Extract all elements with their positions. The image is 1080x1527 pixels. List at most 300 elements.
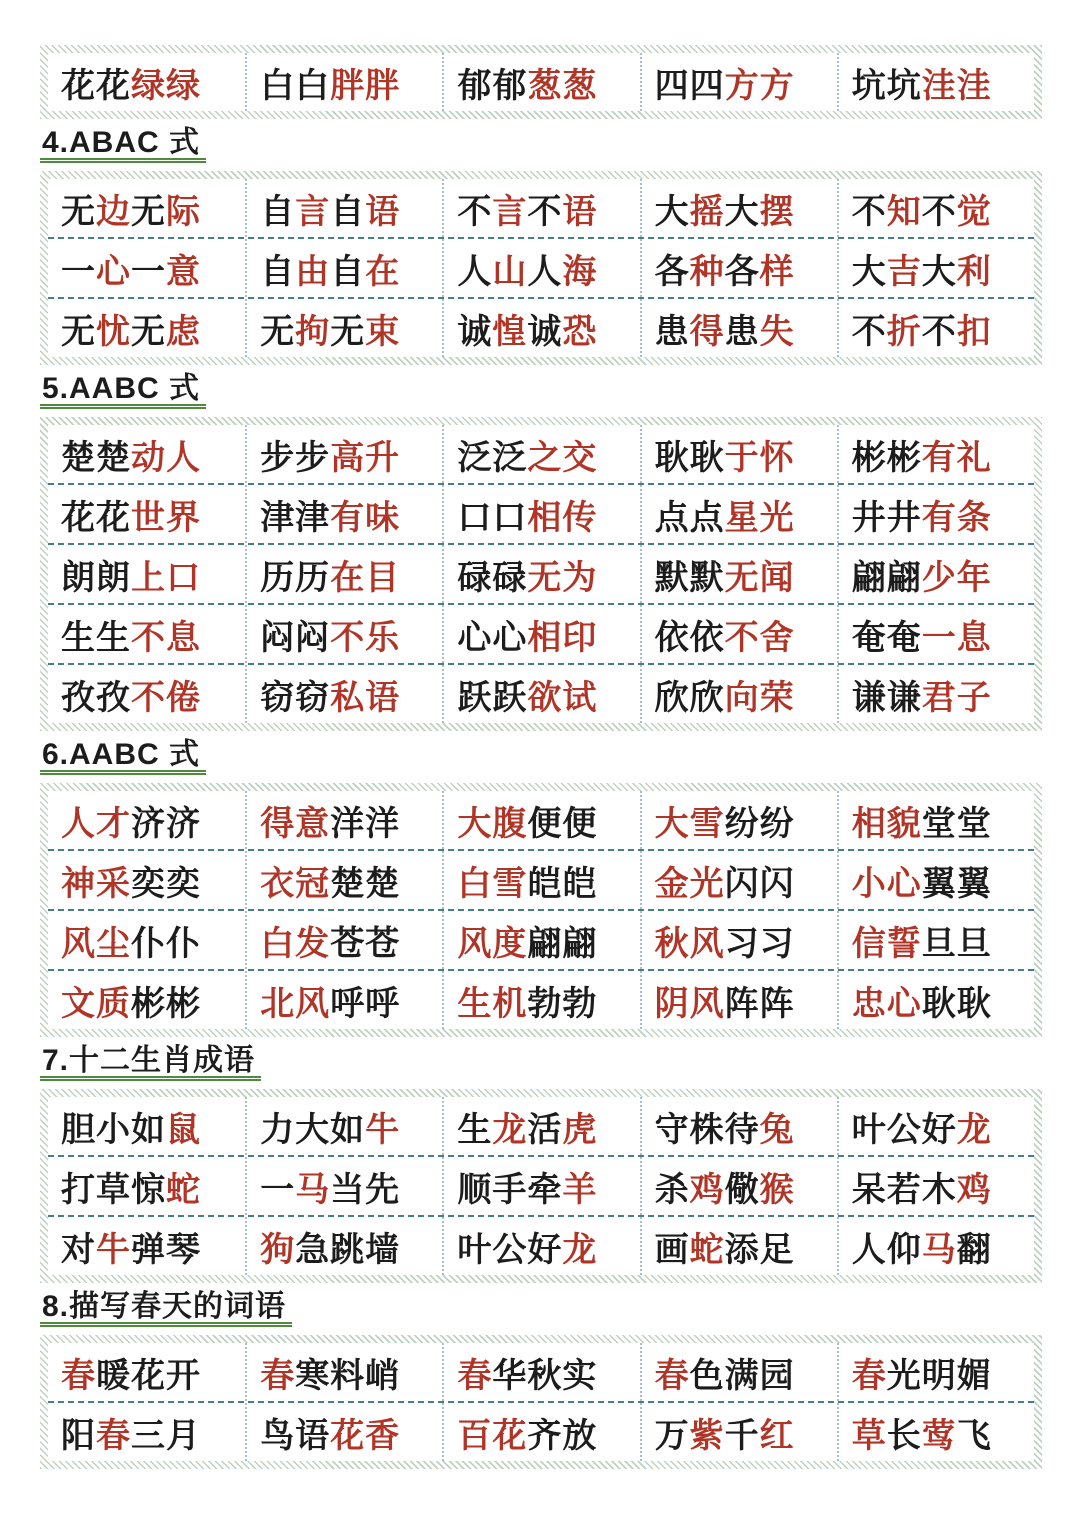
word-cell — [48, 239, 245, 297]
table-row — [48, 1155, 1034, 1215]
word-segment: 由 — [295, 252, 331, 291]
word-segment: 患 — [724, 312, 760, 351]
word-cell — [640, 911, 837, 969]
word-segment: 跃跃 — [457, 678, 528, 717]
word-segment: 衣冠 — [260, 864, 331, 903]
word-segment: 忠心 — [851, 984, 922, 1023]
word-segment: 仆仆 — [131, 924, 201, 963]
word-segment: 当先 — [330, 1170, 401, 1209]
word-segment: 花花 — [61, 498, 131, 537]
word-segment: 欣欣 — [654, 678, 725, 717]
section-heading-4 — [40, 127, 1042, 163]
word-segment: 际 — [166, 192, 201, 231]
word-segment: 高升 — [330, 438, 401, 477]
word-segment: 鸟语 — [260, 1416, 331, 1455]
word-segment: 旦旦 — [921, 924, 992, 963]
word-segment: 千 — [724, 1416, 760, 1455]
word-cell — [837, 299, 1034, 357]
word-segment: 皑皑 — [527, 864, 598, 903]
word-segment: 龙 — [562, 1230, 598, 1269]
table-row — [48, 603, 1034, 663]
word-segment: 画 — [654, 1230, 690, 1269]
word-cell — [245, 485, 442, 543]
word-segment: 马 — [921, 1230, 957, 1269]
word-segment: 耿耿 — [654, 438, 725, 477]
word-segment: 步步 — [260, 438, 331, 477]
word-segment: 一息 — [921, 618, 992, 657]
word-segment: 相印 — [527, 618, 598, 657]
word-segment: 叶公好 — [457, 1230, 563, 1269]
word-segment: 人仰 — [851, 1230, 922, 1269]
word-segment: 生生 — [61, 618, 131, 657]
word-segment: 井井 — [851, 498, 922, 537]
word-segment: 飞 — [956, 1416, 992, 1455]
word-segment: 患 — [654, 312, 690, 351]
word-segment: 恐 — [562, 312, 598, 351]
table-row — [48, 179, 1034, 237]
word-segment: 拘 — [295, 312, 331, 351]
word-segment: 万 — [654, 1416, 690, 1455]
word-segment: 觉 — [956, 192, 992, 231]
table-aabb-fragment — [40, 45, 1042, 119]
word-segment: 三月 — [131, 1416, 201, 1455]
word-segment: 弹琴 — [131, 1230, 201, 1269]
word-segment: 春 — [851, 1356, 887, 1395]
word-cell — [640, 605, 837, 663]
word-segment: 龙 — [956, 1110, 992, 1149]
word-cell — [640, 179, 837, 237]
word-cell — [48, 1343, 245, 1401]
word-cell — [48, 971, 245, 1029]
word-cell — [245, 1343, 442, 1401]
word-cell — [245, 1097, 442, 1155]
word-segment: 阵阵 — [724, 984, 795, 1023]
word-segment: 自 — [260, 252, 296, 291]
word-segment: 郁郁 — [457, 66, 528, 105]
word-cell — [640, 665, 837, 723]
word-segment: 翼翼 — [921, 864, 992, 903]
word-cell — [640, 1343, 837, 1401]
word-segment: 楚楚 — [330, 864, 401, 903]
word-cell — [640, 791, 837, 849]
table-row — [48, 1215, 1034, 1275]
word-segment: 齐放 — [527, 1416, 598, 1455]
word-segment: 意 — [166, 252, 201, 291]
word-segment: 鸡 — [956, 1170, 992, 1209]
word-segment: 津津 — [260, 498, 331, 537]
word-segment: 口口 — [457, 498, 528, 537]
table-row — [48, 663, 1034, 723]
word-cell — [837, 1403, 1034, 1461]
word-segment: 有条 — [921, 498, 992, 537]
word-segment: 默默 — [654, 558, 725, 597]
table-spring — [40, 1335, 1042, 1469]
word-segment: 无为 — [527, 558, 598, 597]
word-segment: 翩翩 — [527, 924, 598, 963]
word-segment: 自 — [330, 252, 366, 291]
word-cell — [640, 239, 837, 297]
word-cell — [442, 425, 639, 483]
word-segment: 海 — [562, 252, 598, 291]
word-segment: 扣 — [956, 312, 992, 351]
word-segment: 鸡 — [689, 1170, 725, 1209]
word-segment: 风尘 — [61, 924, 131, 963]
word-segment: 白白 — [260, 66, 331, 105]
word-segment: 活 — [527, 1110, 563, 1149]
section-heading-7 — [40, 1045, 1042, 1081]
word-cell — [640, 545, 837, 603]
word-segment: 信誓 — [851, 924, 922, 963]
word-segment: 呆若木 — [851, 1170, 957, 1209]
word-segment: 龙 — [492, 1110, 528, 1149]
word-cell — [48, 1157, 245, 1215]
word-segment: 利 — [956, 252, 992, 291]
word-segment: 一 — [61, 252, 96, 291]
word-segment: 文质 — [61, 984, 131, 1023]
word-cell — [48, 791, 245, 849]
word-cell — [48, 911, 245, 969]
word-segment: 在目 — [330, 558, 401, 597]
word-segment: 苍苍 — [330, 924, 401, 963]
word-segment: 吉 — [886, 252, 922, 291]
word-segment: 碌碌 — [457, 558, 528, 597]
word-segment: 彬彬 — [131, 984, 201, 1023]
table-zodiac — [40, 1089, 1042, 1283]
word-cell — [837, 53, 1034, 111]
word-segment: 各 — [654, 252, 690, 291]
word-segment: 堂堂 — [921, 804, 992, 843]
word-segment: 泛泛 — [457, 438, 528, 477]
word-segment: 不倦 — [131, 678, 201, 717]
word-cell — [837, 1343, 1034, 1401]
word-segment: 虑 — [166, 312, 201, 351]
word-segment: 葱葱 — [527, 66, 598, 105]
word-cell — [245, 299, 442, 357]
word-segment: 蛇 — [689, 1230, 725, 1269]
table-row — [48, 297, 1034, 357]
table-body — [48, 1097, 1034, 1275]
word-segment: 生机 — [457, 984, 528, 1023]
word-segment: 得 — [689, 312, 725, 351]
word-segment: 摇 — [689, 192, 725, 231]
word-cell — [442, 1097, 639, 1155]
word-segment: 对 — [61, 1230, 96, 1269]
word-segment: 北风 — [260, 984, 331, 1023]
word-segment: 心 — [96, 252, 131, 291]
word-segment: 言 — [492, 192, 528, 231]
table-row — [48, 425, 1034, 483]
word-segment: 欲试 — [527, 678, 598, 717]
word-segment: 语 — [365, 192, 401, 231]
word-segment: 人 — [527, 252, 563, 291]
word-cell — [48, 1403, 245, 1461]
word-segment: 白雪 — [457, 864, 528, 903]
word-cell — [837, 1217, 1034, 1275]
word-segment: 百花 — [457, 1416, 528, 1455]
word-cell — [48, 485, 245, 543]
word-segment: 虎 — [562, 1110, 598, 1149]
word-segment: 心心 — [457, 618, 528, 657]
word-cell — [837, 851, 1034, 909]
word-cell — [837, 179, 1034, 237]
word-cell — [245, 179, 442, 237]
word-segment: 一 — [260, 1170, 296, 1209]
section-heading-8 — [40, 1291, 1042, 1327]
word-segment: 春 — [457, 1356, 493, 1395]
table-row — [48, 483, 1034, 543]
word-segment: 诚 — [457, 312, 493, 351]
table-abac — [40, 171, 1042, 365]
word-segment: 相貌 — [851, 804, 922, 843]
word-cell — [837, 791, 1034, 849]
word-segment: 力大如 — [260, 1110, 366, 1149]
word-segment: 翻 — [956, 1230, 992, 1269]
word-segment: 不乐 — [330, 618, 401, 657]
word-cell — [48, 545, 245, 603]
word-cell — [442, 791, 639, 849]
word-segment: 呼呼 — [330, 984, 401, 1023]
word-segment: 不 — [921, 312, 957, 351]
word-segment: 暖花开 — [96, 1356, 201, 1395]
word-segment: 语 — [562, 192, 598, 231]
word-segment: 楚楚 — [61, 438, 131, 477]
word-segment: 不 — [921, 192, 957, 231]
word-segment: 点点 — [654, 498, 725, 537]
word-cell — [48, 605, 245, 663]
word-segment: 自 — [330, 192, 366, 231]
word-cell — [442, 605, 639, 663]
section-heading-text: 6.AABC 式 — [40, 739, 206, 775]
section-heading-5 — [40, 373, 1042, 409]
word-cell — [442, 1343, 639, 1401]
word-cell — [640, 1403, 837, 1461]
word-segment: 秋风 — [654, 924, 725, 963]
word-segment: 翩翩 — [851, 558, 922, 597]
word-cell — [442, 545, 639, 603]
section-heading-6 — [40, 739, 1042, 775]
word-cell — [245, 791, 442, 849]
word-cell — [48, 1097, 245, 1155]
word-segment: 言 — [295, 192, 331, 231]
word-segment: 长 — [886, 1416, 922, 1455]
word-segment: 不 — [457, 192, 493, 231]
word-segment: 四四 — [654, 66, 725, 105]
table-row — [48, 1097, 1034, 1155]
word-segment: 一 — [131, 252, 166, 291]
word-segment: 坑坑 — [851, 66, 922, 105]
word-cell — [837, 239, 1034, 297]
word-cell — [442, 1217, 639, 1275]
table-aabc — [40, 417, 1042, 731]
word-segment: 洋洋 — [330, 804, 401, 843]
word-segment: 莺 — [921, 1416, 957, 1455]
word-segment: 相传 — [527, 498, 598, 537]
word-segment: 诚 — [527, 312, 563, 351]
word-cell — [48, 53, 245, 111]
word-segment: 小心 — [851, 864, 922, 903]
table-body — [48, 425, 1034, 723]
word-segment: 牛 — [365, 1110, 401, 1149]
word-segment: 之交 — [527, 438, 598, 477]
word-segment: 上口 — [131, 558, 201, 597]
word-segment: 不息 — [131, 618, 201, 657]
word-segment: 金光 — [654, 864, 725, 903]
table-row — [48, 53, 1034, 111]
table-row — [48, 237, 1034, 297]
word-cell — [837, 485, 1034, 543]
word-segment: 无闻 — [724, 558, 795, 597]
word-segment: 知 — [886, 192, 922, 231]
word-segment: 习习 — [724, 924, 795, 963]
word-segment: 窃窃 — [260, 678, 331, 717]
word-cell — [837, 1097, 1034, 1155]
word-cell — [442, 53, 639, 111]
word-segment: 人才 — [61, 804, 131, 843]
word-segment: 私语 — [330, 678, 401, 717]
word-segment: 大 — [724, 192, 760, 231]
table-abcc — [40, 783, 1042, 1037]
word-segment: 奕奕 — [131, 864, 201, 903]
word-segment: 花花 — [61, 66, 131, 105]
table-body — [48, 53, 1034, 111]
section-heading-text: 5.AABC 式 — [40, 373, 206, 409]
word-segment: 谦谦 — [851, 678, 922, 717]
word-segment: 便便 — [527, 804, 598, 843]
word-segment: 守株待 — [654, 1110, 760, 1149]
table-body — [48, 1343, 1034, 1461]
word-segment: 打草惊 — [61, 1170, 166, 1209]
word-segment: 君子 — [921, 678, 992, 717]
word-cell — [837, 911, 1034, 969]
word-segment: 无 — [330, 312, 366, 351]
word-cell — [837, 605, 1034, 663]
table-row — [48, 969, 1034, 1029]
word-cell — [640, 971, 837, 1029]
word-segment: 束 — [365, 312, 401, 351]
word-segment: 有礼 — [921, 438, 992, 477]
word-cell — [442, 179, 639, 237]
word-cell — [245, 53, 442, 111]
word-cell — [837, 1157, 1034, 1215]
word-segment: 朗朗 — [61, 558, 131, 597]
word-segment: 红 — [759, 1416, 795, 1455]
word-segment: 边 — [96, 192, 131, 231]
word-cell — [245, 545, 442, 603]
word-segment: 杀 — [654, 1170, 690, 1209]
word-segment: 自 — [260, 192, 296, 231]
word-segment: 人 — [457, 252, 493, 291]
word-cell — [640, 485, 837, 543]
word-segment: 风度 — [457, 924, 528, 963]
word-segment: 狗 — [260, 1230, 296, 1269]
word-cell — [640, 53, 837, 111]
word-cell — [48, 179, 245, 237]
word-segment: 猴 — [759, 1170, 795, 1209]
section-heading-text: 4.ABAC 式 — [40, 127, 206, 163]
word-segment: 大腹 — [457, 804, 528, 843]
word-cell — [442, 1403, 639, 1461]
word-cell — [442, 299, 639, 357]
word-cell — [640, 425, 837, 483]
word-segment: 羊 — [562, 1170, 598, 1209]
word-segment: 马 — [295, 1170, 331, 1209]
word-segment: 洼洼 — [921, 66, 992, 105]
word-segment: 无 — [61, 192, 96, 231]
word-cell — [442, 665, 639, 723]
word-segment: 华秋实 — [492, 1356, 598, 1395]
word-cell — [837, 971, 1034, 1029]
word-cell — [245, 425, 442, 483]
word-segment: 闷闷 — [260, 618, 331, 657]
word-segment: 无 — [131, 192, 166, 231]
word-segment: 依依 — [654, 618, 725, 657]
word-segment: 蛇 — [166, 1170, 201, 1209]
word-segment: 大雪 — [654, 804, 725, 843]
word-segment: 失 — [759, 312, 795, 351]
word-segment: 阴风 — [654, 984, 725, 1023]
word-segment: 不 — [851, 312, 887, 351]
word-segment: 无 — [61, 312, 96, 351]
table-body — [48, 179, 1034, 357]
word-segment: 光明媚 — [886, 1356, 992, 1395]
word-segment: 儆 — [724, 1170, 760, 1209]
word-segment: 少年 — [921, 558, 992, 597]
word-segment: 阳 — [61, 1416, 96, 1455]
word-cell — [245, 851, 442, 909]
word-segment: 鼠 — [166, 1110, 201, 1149]
word-segment: 种 — [689, 252, 725, 291]
word-segment: 世界 — [131, 498, 201, 537]
word-segment: 于怀 — [724, 438, 795, 477]
word-segment: 春 — [260, 1356, 296, 1395]
word-segment: 花香 — [330, 1416, 401, 1455]
word-segment: 白发 — [260, 924, 331, 963]
word-segment: 孜孜 — [61, 678, 131, 717]
word-cell — [442, 851, 639, 909]
word-cell — [640, 1217, 837, 1275]
word-segment: 胖胖 — [330, 66, 401, 105]
table-row — [48, 1401, 1034, 1461]
word-segment: 神采 — [61, 864, 131, 903]
word-segment: 得意 — [260, 804, 331, 843]
word-segment: 不 — [851, 192, 887, 231]
word-cell — [48, 665, 245, 723]
word-segment: 牛 — [96, 1230, 131, 1269]
word-segment: 各 — [724, 252, 760, 291]
word-segment: 折 — [886, 312, 922, 351]
word-segment: 春 — [61, 1356, 96, 1395]
word-segment: 忧 — [96, 312, 131, 351]
word-segment: 方方 — [724, 66, 795, 105]
word-segment: 添足 — [724, 1230, 795, 1269]
table-row — [48, 791, 1034, 849]
word-segment: 叶公好 — [851, 1110, 957, 1149]
word-cell — [837, 425, 1034, 483]
word-segment: 济济 — [131, 804, 201, 843]
word-segment: 紫 — [689, 1416, 725, 1455]
word-cell — [640, 299, 837, 357]
word-cell — [245, 911, 442, 969]
word-segment: 寒料峭 — [295, 1356, 401, 1395]
word-cell — [640, 1097, 837, 1155]
word-segment: 摆 — [759, 192, 795, 231]
word-segment: 胆小如 — [61, 1110, 166, 1149]
word-segment: 草 — [851, 1416, 887, 1455]
word-cell — [245, 239, 442, 297]
word-segment: 样 — [759, 252, 795, 291]
word-segment: 彬彬 — [851, 438, 922, 477]
word-segment: 动人 — [131, 438, 201, 477]
